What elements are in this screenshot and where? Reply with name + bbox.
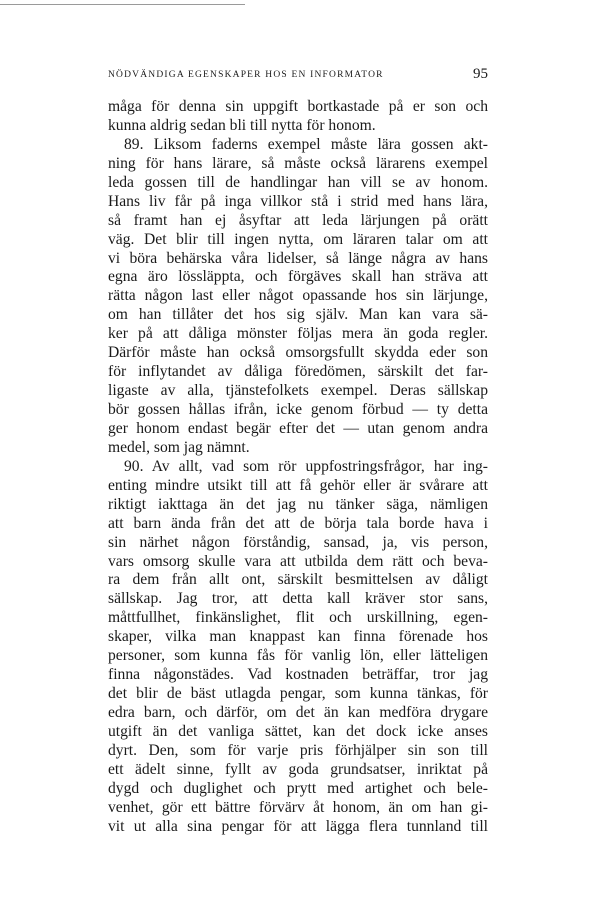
text-line: skaper, vilka man knappast kan finna förenade hos [108, 628, 488, 646]
text-line: för inflytandet av dåliga föredömen, särskilt det far- [108, 363, 488, 381]
text-line: sällskap. Jag tror, att detta kall kräver stor sans, [108, 590, 488, 608]
text-line: leda gossen till de handlingar han vill se av honom. [108, 173, 488, 191]
text-line: egna äro lössläppta, och förgäves skall han sträva att [108, 268, 488, 286]
text-line: 90. Av allt, vad som rör uppfostringsfrågor, har ing- [124, 457, 488, 475]
text-line: måttfullhet, finkänslighet, flit och urskillning, egen- [108, 609, 488, 627]
top-scan-rule [0, 4, 245, 5]
text-line: kunna aldrig sedan bli till nytta för honom. [108, 116, 376, 134]
text-line: medel, som jag nämnt. [108, 438, 250, 456]
text-line: ett ädelt sinne, fyllt av goda grundsatser, inriktat på [108, 760, 488, 778]
text-line: vars omsorg skulle vara att utbilda dem rätt och beva- [108, 552, 488, 570]
text-line: vi böra behärska våra lidelser, så länge några av hans [108, 249, 488, 267]
text-line: dyrt. Den, som för varje pris förhjälper sin son till [108, 741, 488, 759]
text-line: ning för hans lärare, så måste också lärarens exempel [108, 154, 488, 172]
text-line: om han tillåter det hos sig själv. Man kan vara sä- [108, 306, 488, 324]
body-text [108, 98, 488, 837]
text-line: ligaste av alla, tjänstefolkets exempel. Deras sällskap [108, 382, 488, 400]
text-line: ra dem från allt ont, särskilt besmittelsen av dåligt [108, 571, 488, 589]
text-line: Därför måste han också omsorgsfullt skydda eder son [108, 344, 488, 362]
text-line: 89. Liksom faderns exempel måste lära gossen akt- [124, 135, 488, 153]
text-line: finna någonstädes. Vad kostnaden beträffar, tror jag [108, 666, 488, 684]
text-line: rätta någon last eller något opassande hos sin lärjunge, [108, 287, 488, 305]
text-line: enting mindre utsikt till att få gehör eller är svårare att [108, 476, 488, 494]
text-line: personer, som kunna fås för vanlig lön, eller lätteligen [108, 647, 488, 665]
text-line: väg. Det blir till ingen nytta, om läraren talar om att [108, 230, 488, 248]
text-line: sin närhet någon förståndig, sansad, ja, vis person, [108, 533, 488, 551]
running-title: NÖDVÄNDIGA EGENSKAPER HOS EN INFORMATOR [108, 70, 384, 80]
text-line: riktigt iakttaga än det jag nu tänker säga, nämligen [108, 495, 488, 513]
text-line: måga för denna sin uppgift bortkastade på er son och [108, 98, 488, 115]
text-line: vit ut alla sina pengar för att lägga flera tunnland till [108, 817, 488, 835]
text-line: venhet, gör ett bättre förvärv åt honom, än om han gi- [108, 798, 488, 816]
text-line: ger honom endast begär efter det — utan genom andra [108, 419, 488, 437]
page-number: 95 [473, 66, 488, 82]
text-line: att barn ända från det att de börja tala borde hava i [108, 514, 488, 532]
text-line: ker på att dåliga mönster följas mera än goda regler. [108, 325, 488, 343]
text-line: utgift än det vanliga sättet, kan det dock icke anses [108, 722, 488, 740]
text-line: edra barn, och därför, om det än kan medföra drygare [108, 704, 488, 721]
text-line: det blir de bäst utlagda pengar, som kunna tänkas, för [108, 685, 488, 703]
text-line: så framt han ej åsyftar att leda lärjungen på orätt [108, 211, 488, 229]
text-line: dygd och duglighet och prytt med artighet och bele- [108, 779, 488, 797]
text-line: Hans liv får på inga villkor stå i strid med hans lära, [108, 192, 488, 210]
running-head [108, 66, 488, 86]
text-line: bör gossen hållas ifrån, icke genom förbud — ty detta [108, 401, 488, 418]
